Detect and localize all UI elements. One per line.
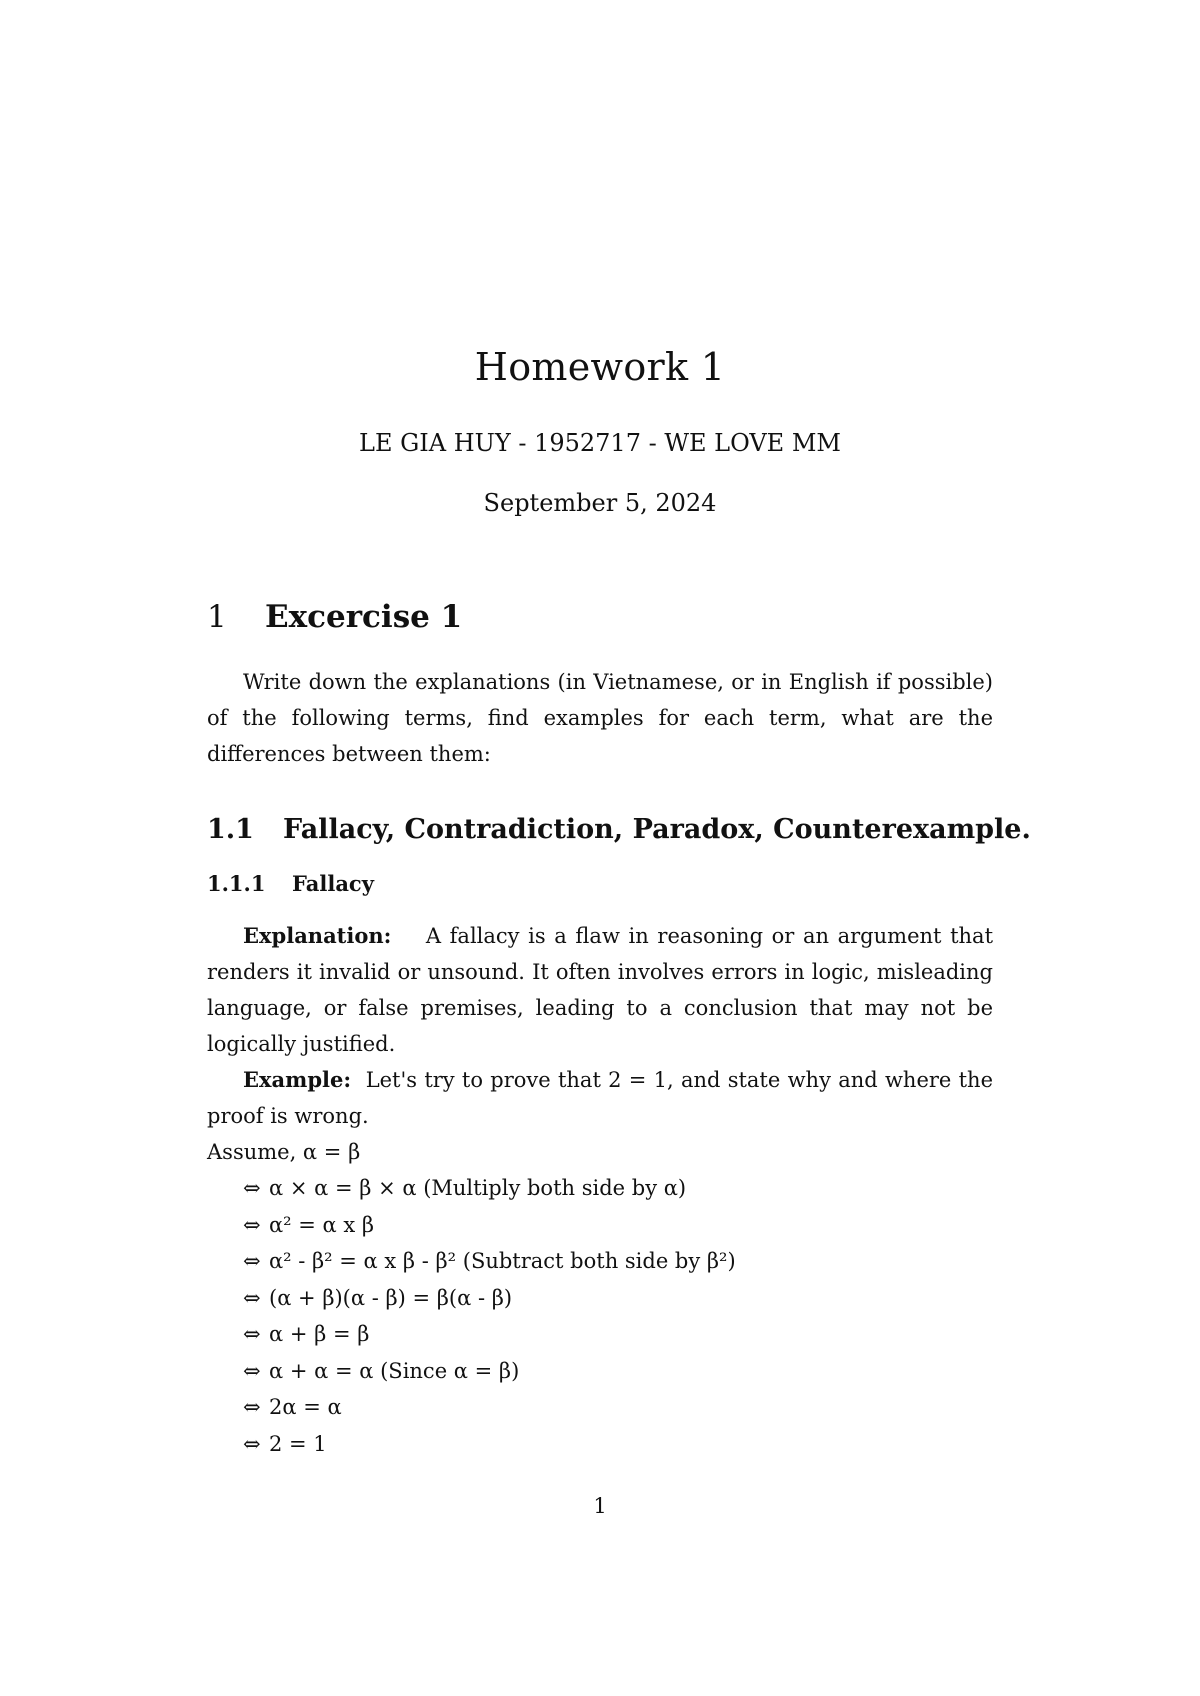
section-title: Excercise 1 (265, 599, 463, 635)
subsection-number: 1.1 (207, 814, 254, 845)
proof-step-text: α² - β² = α x β - β² (Subtract both side by β²) (269, 1249, 736, 1273)
proof-step (243, 1426, 736, 1463)
proof-steps (243, 1170, 736, 1462)
document-title: Homework 1 (474, 345, 726, 389)
iff-symbol: ⇔ (243, 1285, 261, 1310)
proof-step (243, 1389, 736, 1426)
section-heading (207, 598, 462, 636)
iff-symbol: ⇔ (243, 1212, 261, 1237)
proof-step (243, 1170, 736, 1207)
subsubsection-title: Fallacy (292, 871, 374, 896)
example-text: Let's try to prove that 2 = 1, and state why and where the proof is wrong. (207, 1068, 994, 1128)
subsection-heading (207, 813, 1031, 847)
proof-step (243, 1316, 736, 1353)
example-paragraph (207, 1062, 993, 1134)
example-label: Example: (243, 1067, 352, 1092)
section-number: 1 (207, 599, 227, 635)
proof-step-text: α² = α x β (269, 1212, 375, 1237)
iff-symbol: ⇔ (243, 1395, 261, 1419)
subsubsection-number: 1.1.1 (207, 871, 266, 896)
proof-step-text: (α + β)(α - β) = β(α - β) (269, 1285, 513, 1310)
proof-step-text: 2 = 1 (269, 1431, 327, 1456)
proof-step-text: α + β = β (269, 1322, 370, 1346)
explanation-label: Explanation: (243, 923, 392, 948)
iff-symbol: ⇔ (243, 1176, 261, 1200)
iff-symbol: ⇔ (243, 1358, 261, 1383)
proof-step (243, 1280, 736, 1317)
iff-symbol: ⇔ (243, 1431, 261, 1456)
subsection-title: Fallacy, Contradiction, Paradox, Counterexample. (283, 814, 1031, 845)
document-date: September 5, 2024 (483, 489, 717, 517)
explanation-text: A fallacy is a flaw in reasoning or an argument that renders it invalid or unsound. It often involves errors in logic, misleading language, or false premises, leading to a conclusion that may not be logically justified. (207, 924, 994, 1056)
section-intro-paragraph: Write down the explanations (in Vietnamese, or in English if possible) of the following terms, find examples for each term, what are the differences between them: (207, 670, 993, 766)
iff-symbol: ⇔ (243, 1322, 261, 1346)
subsubsection-heading (207, 870, 374, 898)
proof-step (243, 1243, 736, 1280)
proof-step (243, 1353, 736, 1390)
explanation-paragraph (207, 918, 993, 1062)
proof-step-text: 2α = α (269, 1395, 342, 1419)
proof-step (243, 1207, 736, 1244)
proof-step-text: α + α = α (Since α = β) (269, 1358, 520, 1383)
page-number: 1 (593, 1494, 607, 1518)
iff-symbol: ⇔ (243, 1249, 261, 1273)
proof-step-text: α × α = β × α (Multiply both side by α) (269, 1176, 687, 1200)
document-author: LE GIA HUY - 1952717 - WE LOVE MM (359, 429, 841, 457)
assumption-line: Assume, α = β (207, 1140, 361, 1164)
